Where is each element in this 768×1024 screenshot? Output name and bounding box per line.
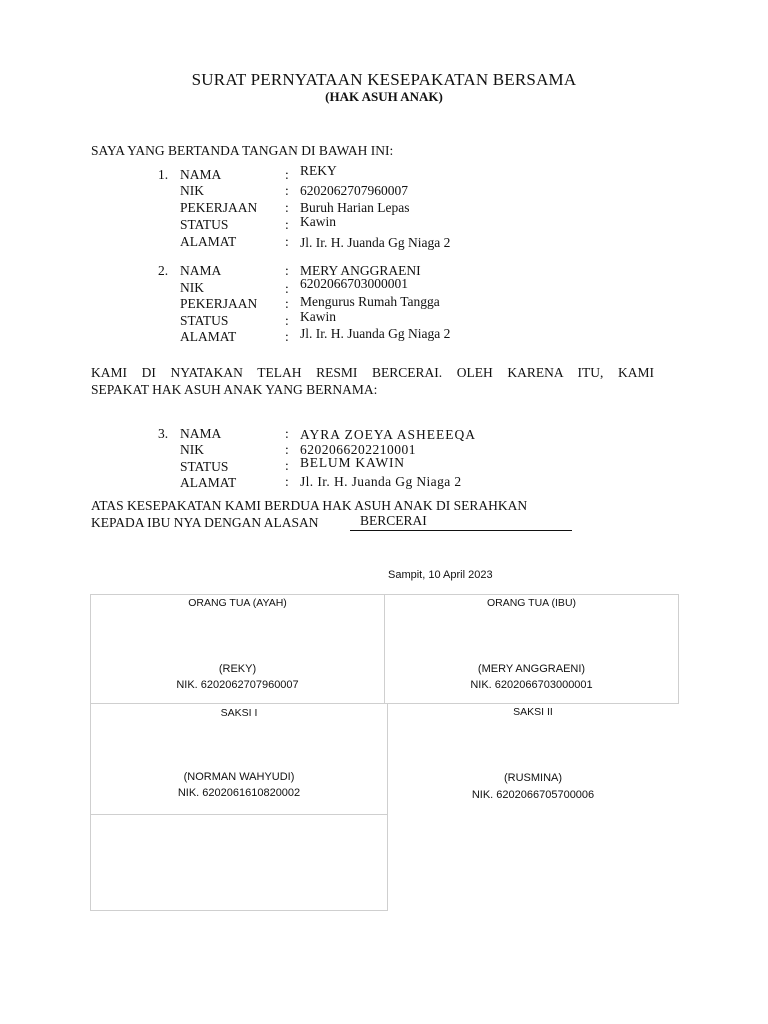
signature-heading: SAKSI II	[513, 706, 553, 718]
field-colon: :	[285, 296, 289, 311]
person2-row-job	[158, 296, 558, 313]
field-colon: :	[285, 167, 289, 182]
field-value: Jl. Ir. H. Juanda Gg Niaga 2	[300, 326, 451, 341]
field-label: STATUS	[180, 459, 229, 474]
field-colon: :	[285, 217, 289, 232]
agreement-line-1: ATAS KESEPAKATAN KAMI BERDUA HAK ASUH ANAK DI SERAHKAN	[91, 498, 528, 513]
field-value: Kawin	[300, 309, 336, 324]
field-label: NAMA	[180, 167, 222, 182]
person1-row-name	[158, 163, 558, 184]
child-row-address	[158, 474, 558, 491]
signature-box-empty	[90, 814, 388, 911]
field-value: Mengurus Rumah Tangga	[300, 294, 440, 309]
field-value: AYRA ZOEYA ASHEEEQA	[300, 427, 477, 442]
field-colon: :	[285, 442, 289, 457]
signature-box-mother	[384, 594, 679, 704]
field-label: ALAMAT	[180, 329, 237, 344]
signature-heading: SAKSI I	[220, 707, 258, 719]
document-subtitle: (HAK ASUH ANAK)	[325, 89, 443, 104]
field-value: Buruh Harian Lepas	[300, 200, 410, 215]
reason-value: BERCERAI	[360, 513, 427, 528]
person1-number: 1.	[158, 167, 169, 182]
field-value: REKY	[300, 163, 337, 178]
field-colon: :	[285, 474, 289, 489]
signature-nik: NIK. 6202062707960007	[176, 679, 299, 691]
field-colon: :	[285, 329, 289, 344]
child-row-status	[158, 455, 558, 475]
person1-row-job	[158, 200, 558, 217]
statement-line-2: SEPAKAT HAK ASUH ANAK YANG BERNAMA:	[91, 382, 378, 397]
person1-row-address	[158, 234, 558, 251]
field-label: ALAMAT	[180, 475, 237, 490]
signature-heading: ORANG TUA (AYAH)	[188, 597, 287, 609]
field-colon: :	[285, 263, 289, 278]
field-colon: :	[285, 281, 289, 296]
field-label: NAMA	[180, 426, 222, 441]
field-label: STATUS	[180, 217, 229, 232]
document-title: SURAT PERNYATAAN KESEPAKATAN BERSAMA	[191, 70, 577, 89]
child-number: 3.	[158, 426, 169, 441]
person1-row-status	[158, 214, 558, 234]
field-label: NIK	[180, 280, 204, 295]
field-colon: :	[285, 458, 289, 473]
signature-box-father	[90, 594, 385, 704]
field-value: Jl. Ir. H. Juanda Gg Niaga 2	[300, 235, 451, 250]
field-colon: :	[285, 183, 289, 198]
field-value: 6202066202210001	[300, 442, 416, 457]
field-label: NAMA	[180, 263, 222, 278]
intro-text: SAYA YANG BERTANDA TANGAN DI BAWAH INI:	[91, 143, 394, 158]
agreement-line-2: KEPADA IBU NYA DENGAN ALASAN	[91, 515, 319, 530]
signature-nik: NIK. 6202066703000001	[470, 679, 593, 691]
field-value: 6202062707960007	[300, 183, 408, 198]
field-value: BELUM KAWIN	[300, 455, 405, 470]
signature-nik: NIK. 6202066705700006	[471, 789, 595, 801]
field-label: STATUS	[180, 313, 229, 328]
field-label: ALAMAT	[180, 234, 237, 249]
signature-name: (MERY ANGGRAENI)	[477, 663, 586, 675]
field-label: PEKERJAAN	[180, 296, 258, 311]
signature-nik: NIK. 6202061610820002	[177, 787, 301, 799]
field-value: Kawin	[300, 214, 336, 229]
statement-line-1: KAMI DI NYATAKAN TELAH RESMI BERCERAI. OLEH KARENA ITU, KAMI	[91, 365, 654, 380]
child-row-name	[158, 426, 558, 443]
field-value: MERY ANGGRAENI	[300, 263, 421, 278]
place-date: Sampit, 10 April 2023	[388, 569, 493, 581]
signature-box-witness-1	[90, 703, 388, 815]
person2-row-address	[158, 326, 558, 346]
field-value: 6202066703000001	[300, 276, 408, 291]
signature-name: (RUSMINA)	[503, 772, 563, 784]
signature-heading: ORANG TUA (IBU)	[486, 597, 577, 609]
field-colon: :	[285, 234, 289, 249]
field-value: Jl. Ir. H. Juanda Gg Niaga 2	[300, 474, 462, 489]
field-colon: :	[285, 426, 289, 441]
person2-number: 2.	[158, 263, 169, 278]
field-label: NIK	[180, 442, 204, 457]
signature-name: (NORMAN WAHYUDI)	[183, 771, 295, 783]
field-colon: :	[285, 313, 289, 328]
signature-box-witness-2	[387, 703, 679, 815]
signature-name: (REKY)	[218, 663, 257, 675]
field-colon: :	[285, 200, 289, 215]
field-label: NIK	[180, 183, 204, 198]
person1-row-nik	[158, 183, 558, 200]
field-label: PEKERJAAN	[180, 200, 258, 215]
